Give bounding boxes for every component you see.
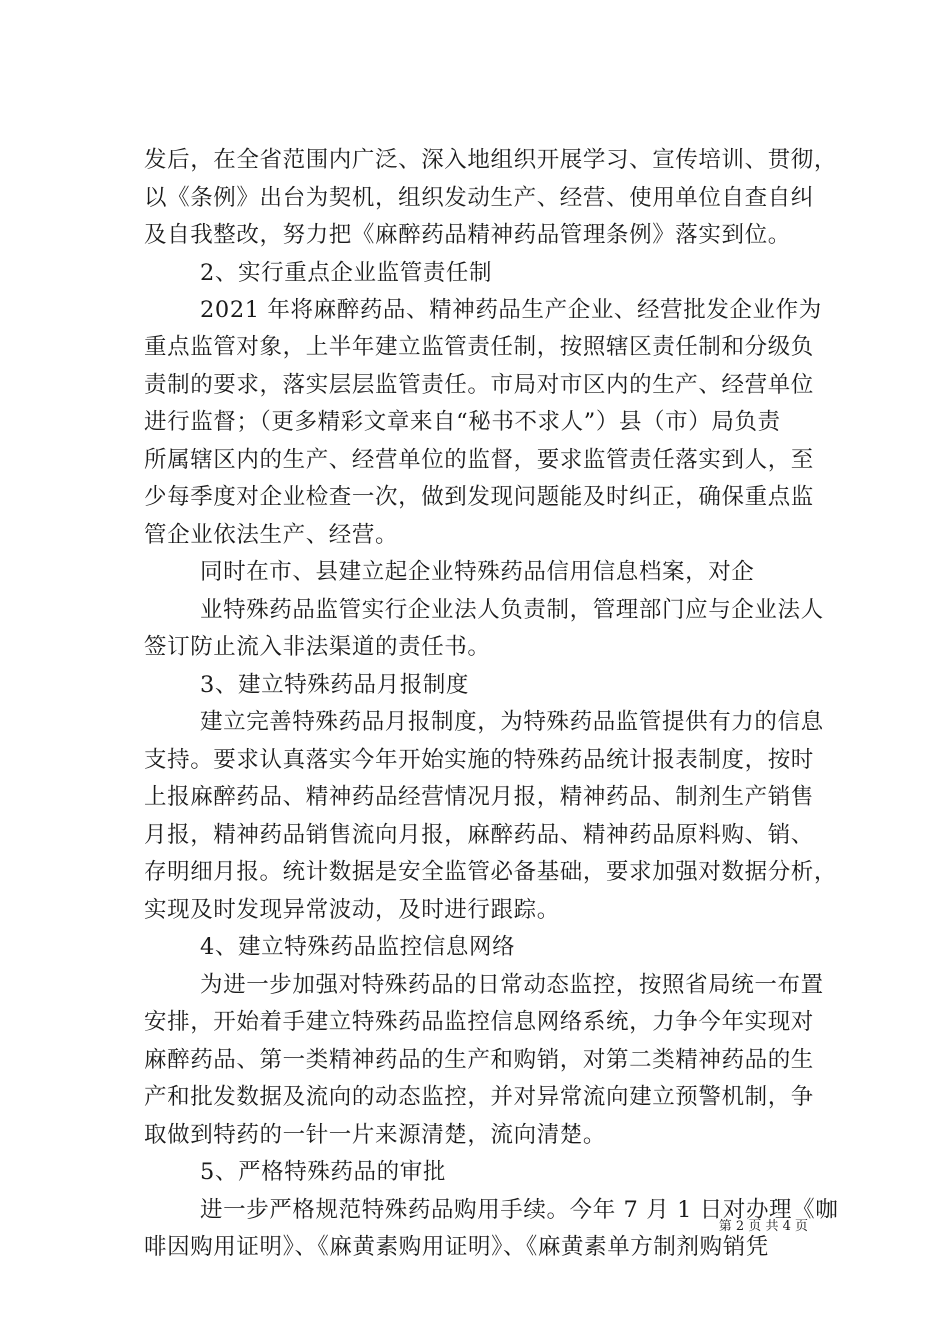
text-line: 啡因购用证明》、《麻黄素购用证明》、《麻黄素单方制剂购销凭 — [144, 1234, 769, 1260]
text-line: 产和批发数据及流向的动态监控，并对异常流向建立预警机制，争 — [144, 1084, 814, 1110]
text-line: 2021 年将麻醉药品、精神药品生产企业、经营批发企业作为 — [200, 297, 822, 323]
text-line: 建立完善特殊药品月报制度，为特殊药品监管提供有力的信息 — [200, 709, 824, 735]
text-line: 月报，精神药品销售流向月报，麻醉药品、精神药品原料购、销、 — [144, 822, 814, 848]
page-number: 第 2 页 共 4 页 — [718, 1219, 808, 1234]
text-line: 存明细月报。统计数据是安全监管必备基础，要求加强对数据分析， — [144, 859, 838, 885]
section-heading: 2、实行重点企业监管责任制 — [200, 260, 493, 286]
text-line: 同时在市、县建立起企业特殊药品信用信息档案，对企 — [200, 559, 755, 585]
text-line: 签订防止流入非法渠道的责任书。 — [144, 634, 491, 660]
text-line: 进一步严格规范特殊药品购用手续。今年 7 月 1 日对办理《咖 — [200, 1197, 839, 1223]
section-heading: 4、建立特殊药品监控信息网络 — [200, 934, 516, 960]
text-line: 支持。要求认真落实今年开始实施的特殊药品统计报表制度，按时 — [144, 747, 814, 773]
text-line: 重点监管对象，上半年建立监管责任制，按照辖区责任制和分级负 — [144, 334, 814, 360]
text-line: 麻醉药品、第一类精神药品的生产和购销，对第二类精神药品的生 — [144, 1047, 814, 1073]
text-line: 业特殊药品监管实行企业法人负责制，管理部门应与企业法人 — [200, 597, 824, 623]
text-line: 管企业依法生产、经营。 — [144, 522, 399, 548]
section-heading: 3、建立特殊药品月报制度 — [200, 672, 470, 698]
text-line: 以《条例》出台为契机，组织发动生产、经营、使用单位自查自纠 — [144, 185, 814, 211]
text-line: 发后，在全省范围内广泛、深入地组织开展学习、宣传培训、贯彻， — [144, 147, 838, 173]
text-line: 所属辖区内的生产、经营单位的监督，要求监管责任落实到人，至 — [144, 447, 814, 473]
text-line: 实现及时发现异常波动，及时进行跟踪。 — [144, 897, 560, 923]
text-line: 进行监督；（更多精彩文章来自“秘书不求人”）县（市）局负责 — [144, 409, 781, 435]
section-heading: 5、严格特殊药品的审批 — [200, 1159, 446, 1185]
text-line: 上报麻醉药品、精神药品经营情况月报，精神药品、制剂生产销售 — [144, 784, 814, 810]
text-line: 安排，开始着手建立特殊药品监控信息网络系统，力争今年实现对 — [144, 1009, 814, 1035]
text-line: 取做到特药的一针一片来源清楚，流向清楚。 — [144, 1122, 607, 1148]
text-line: 责制的要求，落实层层监管责任。市局对市区内的生产、经营单位 — [144, 372, 814, 398]
text-line: 及自我整改，努力把《麻醉药品精神药品管理条例》落实到位。 — [144, 222, 791, 248]
text-line: 少每季度对企业检查一次，做到发现问题能及时纠正，确保重点监 — [144, 484, 814, 510]
text-line: 为进一步加强对特殊药品的日常动态监控，按照省局统一布置 — [200, 972, 824, 998]
